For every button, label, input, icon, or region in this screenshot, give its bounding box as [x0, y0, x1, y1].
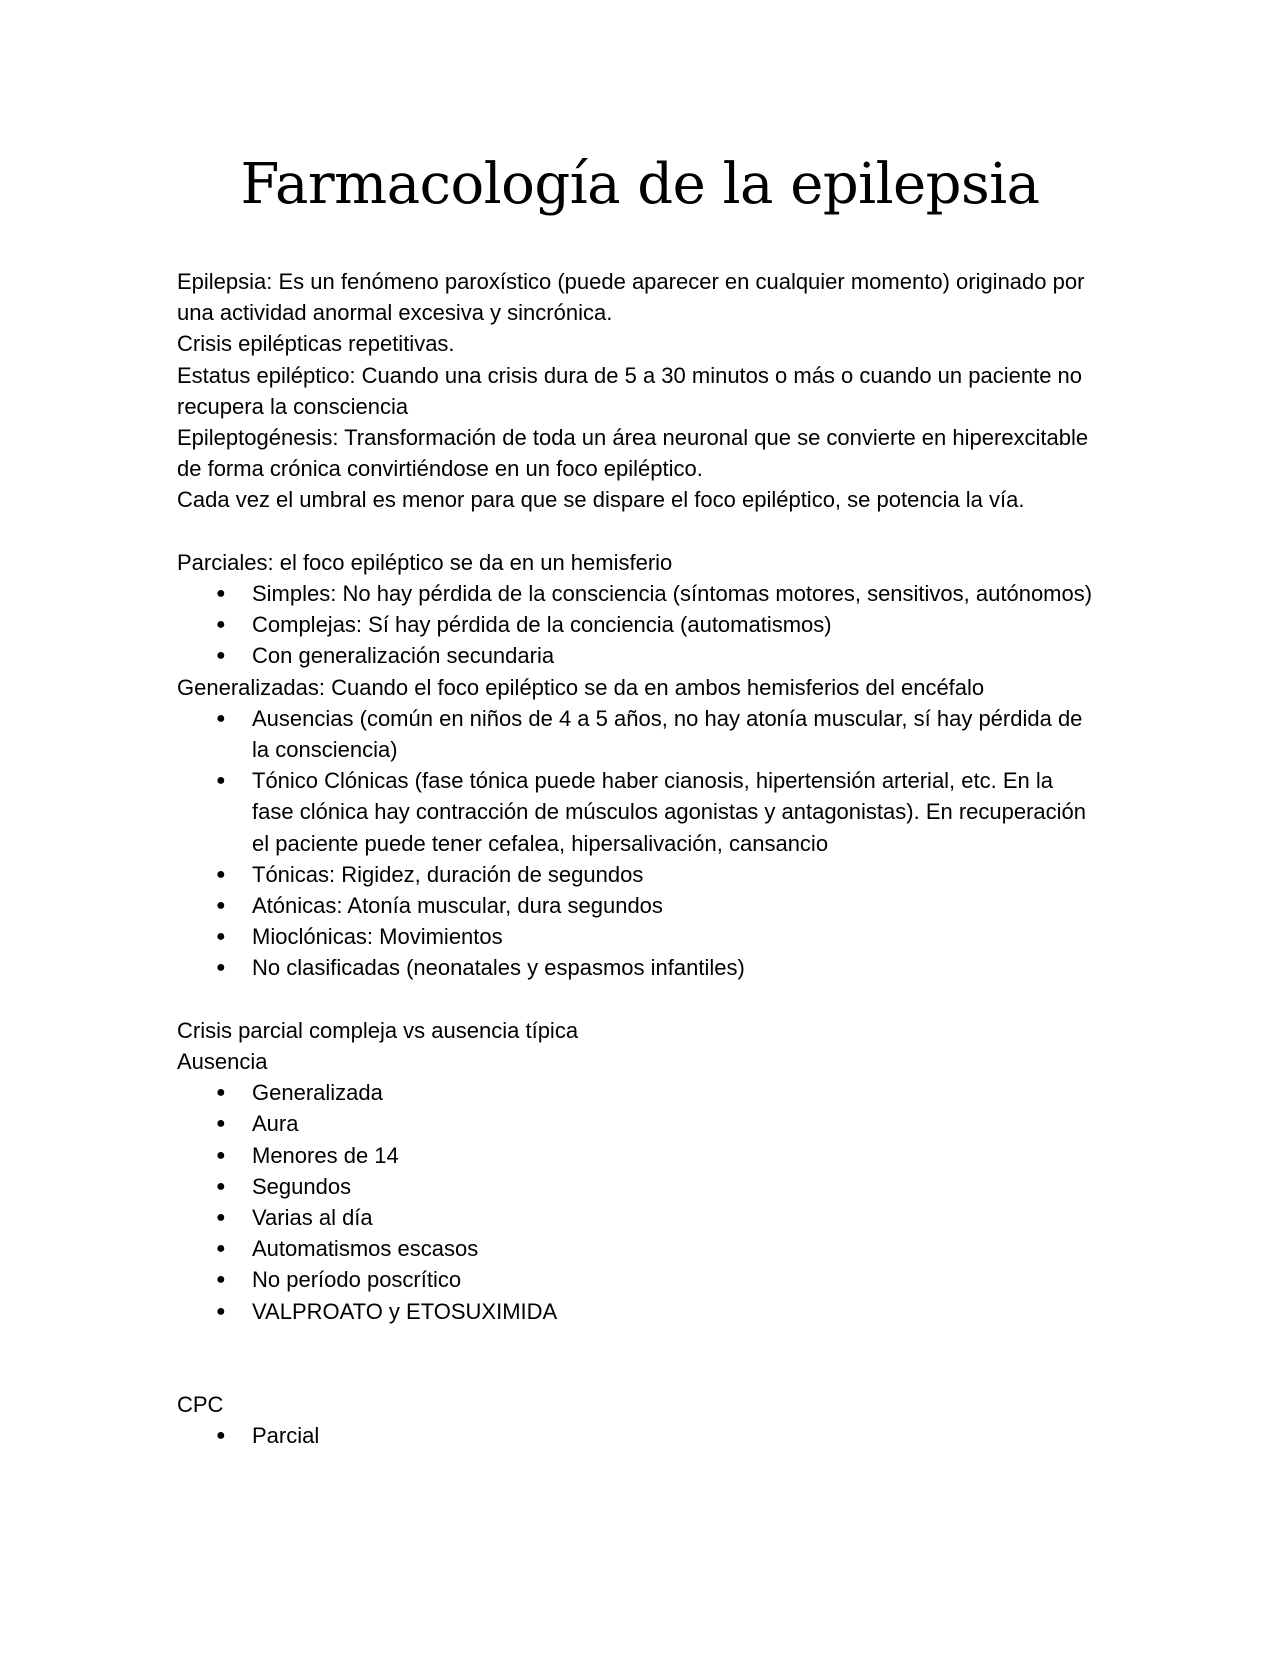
list-item: [216, 1077, 1097, 1108]
intro-paragraph: Epileptogénesis: Transformación de toda un área neuronal que se convierte en hiperexcitable de forma crónica convirtiéndose en un foco epiléptico.: [177, 425, 1095, 482]
list-item-text: No clasificadas (neonatales y espasmos infantiles): [252, 955, 745, 981]
bullet-icon: ●: [216, 1302, 226, 1320]
list-item: [216, 1296, 1097, 1327]
generalizadas-heading: Generalizadas: Cuando el foco epiléptico se da en ambos hemisferios del encéfalo: [177, 674, 985, 700]
list-item-text: VALPROATO y ETOSUXIMIDA: [252, 1298, 558, 1324]
parciales-list: [177, 578, 1097, 672]
list-item-text: No período poscrítico: [252, 1267, 462, 1293]
bullet-icon: ●: [216, 709, 226, 727]
list-item: [216, 1202, 1097, 1233]
list-item: [216, 1264, 1097, 1295]
list-item-text: Atónicas: Atonía muscular, dura segundos: [252, 893, 663, 919]
generalizadas-list: [177, 703, 1097, 984]
list-item-text: Simples: No hay pérdida de la consciencia (síntomas motores, sensitivos, autónomos): [252, 581, 1093, 607]
list-item: [216, 890, 1097, 921]
ausencia-list: [177, 1077, 1097, 1327]
bullet-icon: ●: [216, 1084, 226, 1102]
bullet-icon: ●: [216, 865, 226, 883]
list-item-text: Mioclónicas: Movimientos: [252, 924, 503, 950]
list-item-text: Generalizada: [252, 1080, 383, 1106]
comparison-heading: Crisis parcial compleja vs ausencia típica: [177, 1017, 579, 1043]
intro-paragraph: Crisis epilépticas repetitivas.: [177, 331, 455, 357]
list-item: [216, 578, 1097, 609]
bullet-icon: ●: [216, 959, 226, 977]
cpc-heading: CPC: [177, 1392, 224, 1418]
spacer: [177, 1327, 1097, 1389]
list-item-text: Aura: [252, 1111, 299, 1137]
bullet-icon: ●: [216, 897, 226, 915]
cpc-list: [177, 1420, 1097, 1451]
bullet-icon: ●: [216, 1209, 226, 1227]
list-item: [216, 609, 1097, 640]
list-item: [216, 1108, 1097, 1139]
list-item-text: Menores de 14: [252, 1142, 399, 1168]
page-title: Farmacología de la epilepsia: [240, 152, 1040, 217]
list-item-text: Parcial: [252, 1423, 320, 1449]
list-item-text: Ausencias (común en niños de 4 a 5 años, no hay atonía muscular, sí hay pérdida de la consciencia): [252, 705, 1083, 763]
list-item: [216, 952, 1097, 983]
bullet-icon: ●: [216, 1271, 226, 1289]
list-item: [216, 921, 1097, 952]
bullet-icon: ●: [216, 1115, 226, 1133]
list-item: [216, 640, 1097, 671]
bullet-icon: ●: [216, 772, 226, 790]
bullet-icon: ●: [216, 616, 226, 634]
document-body: [177, 266, 1097, 1452]
list-item-text: Con generalización secundaria: [252, 643, 555, 669]
parciales-heading: Parciales: el foco epiléptico se da en un hemisferio: [177, 549, 673, 575]
list-item-text: Complejas: Sí hay pérdida de la conciencia (automatismos): [252, 612, 832, 638]
bullet-icon: ●: [216, 647, 226, 665]
intro-paragraph: Epilepsia: Es un fenómeno paroxístico (puede aparecer en cualquier momento) originado por una actividad anormal excesiva y sincrónica.: [177, 269, 1091, 326]
intro-paragraph: Cada vez el umbral es menor para que se dispare el foco epiléptico, se potencia la vía.: [177, 487, 1025, 513]
bullet-icon: ●: [216, 1177, 226, 1195]
spacer: [177, 984, 1097, 1015]
list-item: [216, 765, 1097, 859]
list-item: [216, 1420, 1097, 1451]
list-item: [216, 1233, 1097, 1264]
list-item-text: Segundos: [252, 1173, 352, 1199]
list-item: [216, 1171, 1097, 1202]
list-item-text: Varias al día: [252, 1205, 373, 1231]
ausencia-heading: Ausencia: [177, 1049, 268, 1075]
list-item-text: Tónicas: Rigidez, duración de segundos: [252, 861, 644, 887]
bullet-icon: ●: [216, 585, 226, 603]
bullet-icon: ●: [216, 1146, 226, 1164]
list-item: [216, 859, 1097, 890]
intro-paragraph: Estatus epiléptico: Cuando una crisis dura de 5 a 30 minutos o más o cuando un paciente no recupera la consciencia: [177, 362, 1089, 419]
bullet-icon: ●: [216, 1240, 226, 1258]
bullet-icon: ●: [216, 1427, 226, 1445]
spacer: [177, 516, 1097, 547]
list-item-text: Tónico Clónicas (fase tónica puede haber cianosis, hipertensión arterial, etc. En la fase clónica hay contracción de músculos agonistas y antagonistas). En recuperación el paciente puede tener cefalea, hipersalivación, cansancio: [252, 768, 1087, 856]
bullet-icon: ●: [216, 928, 226, 946]
list-item: [216, 703, 1097, 765]
list-item: [216, 1140, 1097, 1171]
list-item-text: Automatismos escasos: [252, 1236, 479, 1262]
